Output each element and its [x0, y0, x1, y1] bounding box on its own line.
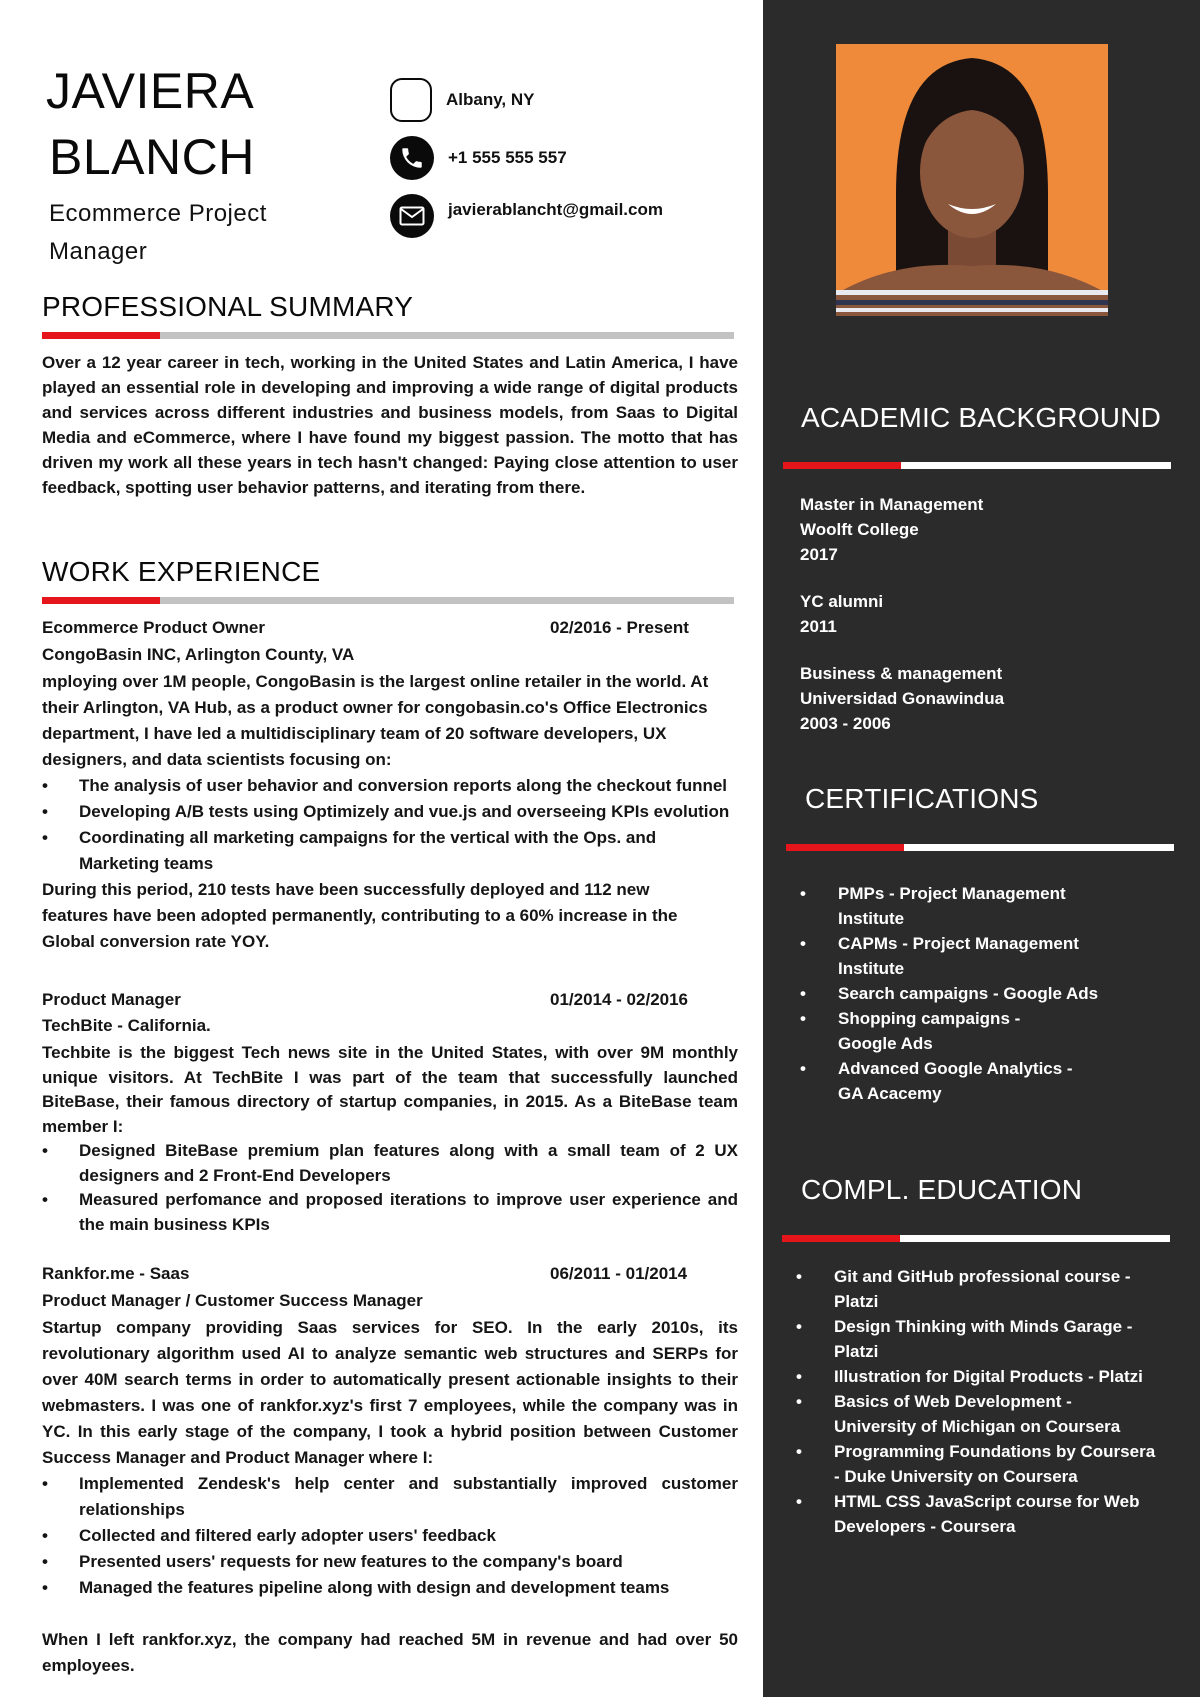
- candidate-name: [46, 58, 255, 190]
- list-item: • The analysis of user behavior and conversion reports along the checkout funnel: [42, 773, 742, 799]
- list-item: • Basics of Web Development - University of Michigan on Coursera: [796, 1389, 1160, 1439]
- list-item: • Coordinating all marketing campaigns for the vertical with the Ops. and Marketing teams: [42, 825, 742, 877]
- job-closing: During this period, 210 tests have been successfully deployed and 112 new features have been adopted permanently, contributing to a 60% increase in the Global conversion rate YOY.: [42, 880, 678, 951]
- name-last: BLANCH: [49, 129, 255, 185]
- years: 2003 - 2006: [800, 714, 891, 733]
- job-2-body: [42, 1041, 738, 1237]
- job-1-body: [42, 669, 742, 955]
- education-title: COMPL. EDUCATION: [801, 1174, 1083, 1205]
- job-2-header: [42, 987, 702, 1013]
- list-item: • Collected and filtered early adopter users' feedback: [42, 1523, 738, 1549]
- map-pin-icon: [390, 78, 432, 122]
- degree: Business & management: [800, 664, 1003, 683]
- summary-text: Over a 12 year career in tech, working in the United States and Latin America, I have played an essential role in developing and improving a wide range of digital products and services across different industries and business models, from Saas to Digital Media and eCommerce, where I have found my biggest passion. The motto that has driven my work all these years in tech hasn't changed: Paying close attention to user feedback, spotting user behavior patterns, and iterating from there.: [42, 353, 738, 497]
- job-bullets: [42, 1471, 738, 1601]
- phone-text: +1 555 555 557: [448, 148, 567, 167]
- list-item: • Presented users' requests for new features to the company's board: [42, 1549, 738, 1575]
- job-title: Ecommerce Product Owner: [42, 618, 265, 637]
- experience-divider: [42, 597, 734, 604]
- list-item: • Shopping campaigns - Google Ads: [800, 1006, 1100, 1056]
- job-closing: When I left rankfor.xyz, the company had reached 5M in revenue and had over 50 employees.: [42, 1630, 738, 1675]
- list-item: • Advanced Google Analytics - GA Acacemy: [800, 1056, 1100, 1106]
- job-description: Startup company providing Saas services for SEO. In the early 2010s, its revolutionary algorithm used AI to analyze semantic web structures and SERPs for over 40M search terms in order to automatically present actionable insights to their webmasters. I was one of rankfor.xyz's first 7 employees, while the company was in YC. In this early stage of the company, I took a hybrid position between Customer Success Manager and Product Manager where I:: [42, 1318, 738, 1467]
- years: 2017: [800, 545, 838, 564]
- location-text: Albany, NY: [446, 90, 535, 109]
- school: 2011: [800, 617, 837, 636]
- academic-title: ACADEMIC BACKGROUND: [801, 402, 1162, 433]
- experience-title: WORK EXPERIENCE: [42, 556, 321, 587]
- job-dates: 02/2016 - Present: [550, 618, 689, 637]
- job-company: Product Manager / Customer Success Manager: [42, 1291, 423, 1310]
- contact-phone: [390, 136, 567, 180]
- school: Woolft College: [800, 520, 919, 539]
- list-item: • Developing A/B tests using Optimizely and vue.js and overseeing KPIs evolution: [42, 799, 742, 825]
- degree: Master in Management: [800, 495, 984, 514]
- job-title: Rankfor.me - Saas: [42, 1264, 190, 1283]
- profile-photo: [836, 44, 1108, 316]
- list-item: • Managed the features pipeline along with design and development teams: [42, 1575, 738, 1601]
- job-3-body: [42, 1315, 738, 1679]
- list-item: • Programming Foundations by Coursera - Duke University on Coursera: [796, 1439, 1160, 1489]
- list-item: • HTML CSS JavaScript course for Web Developers - Coursera: [796, 1489, 1160, 1539]
- list-item: • Search campaigns - Google Ads: [800, 981, 1100, 1006]
- school: Universidad Gonawindua: [800, 689, 1005, 708]
- certifications-title: CERTIFICATIONS: [805, 783, 1039, 814]
- list-item: • Illustration for Digital Products - Platzi: [796, 1364, 1160, 1389]
- summary-divider: [42, 332, 734, 339]
- phone-icon: [390, 136, 434, 180]
- degree: YC alumni: [800, 592, 884, 611]
- job-bullets: [42, 773, 742, 877]
- education-divider: [782, 1235, 1170, 1242]
- envelope-icon: [390, 194, 434, 238]
- job-description: Techbite is the biggest Tech news site in the United States, with over 9M monthly unique visitors. At TechBite I was part of the team that successfully launched BiteBase, their famous directory of startup companies, in 2015. As a BiteBase team member I:: [42, 1043, 738, 1136]
- list-item: [800, 589, 1160, 639]
- list-item: [800, 492, 1160, 567]
- job-3-header: [42, 1261, 702, 1287]
- job-dates: 06/2011 - 01/2014: [550, 1264, 688, 1283]
- list-item: • Designed BiteBase premium plan features along with a small team of 2 UX designers and 2 Front-End Developers: [42, 1139, 738, 1188]
- list-item: • PMPs - Project Management Institute: [800, 881, 1100, 931]
- certifications-list: [800, 881, 1100, 1106]
- email-text: javierablancht@gmail.com: [448, 200, 663, 219]
- job-company: CongoBasin INC, Arlington County, VA: [42, 645, 355, 664]
- education-list: [796, 1264, 1160, 1539]
- job-bullets: [42, 1139, 738, 1237]
- list-item: [800, 661, 1160, 736]
- job-role: Ecommerce Project Manager: [49, 200, 267, 265]
- list-item: • Git and GitHub professional course - Platzi: [796, 1264, 1160, 1314]
- list-item: • CAPMs - Project Management Institute: [800, 931, 1100, 981]
- contact-location: [390, 78, 534, 122]
- job-description: mploying over 1M people, CongoBasin is the largest online retailer in the world. At their Arlington, VA Hub, as a product owner for congobasin.co's Office Electronics department, I have led a multidisciplinary team of 20 software developers, UX designers, and data scientists focusing on:: [42, 672, 709, 769]
- list-item: • Implemented Zendesk's help center and substantially improved customer relationships: [42, 1471, 738, 1523]
- job-company: TechBite - California.: [42, 1016, 211, 1035]
- job-dates: 01/2014 - 02/2016: [550, 990, 689, 1009]
- job-title: Product Manager: [42, 990, 181, 1009]
- list-item: • Measured perfomance and proposed iterations to improve user experience and the main business KPIs: [42, 1188, 738, 1237]
- certifications-divider: [786, 844, 1174, 851]
- job-1-header: [42, 615, 702, 641]
- academic-divider: [783, 462, 1171, 469]
- name-first: JAVIERA: [46, 63, 255, 119]
- summary-title: PROFESSIONAL SUMMARY: [42, 291, 414, 322]
- academic-list: [800, 492, 1160, 736]
- contact-email: [390, 194, 663, 238]
- list-item: • Design Thinking with Minds Garage - Platzi: [796, 1314, 1160, 1364]
